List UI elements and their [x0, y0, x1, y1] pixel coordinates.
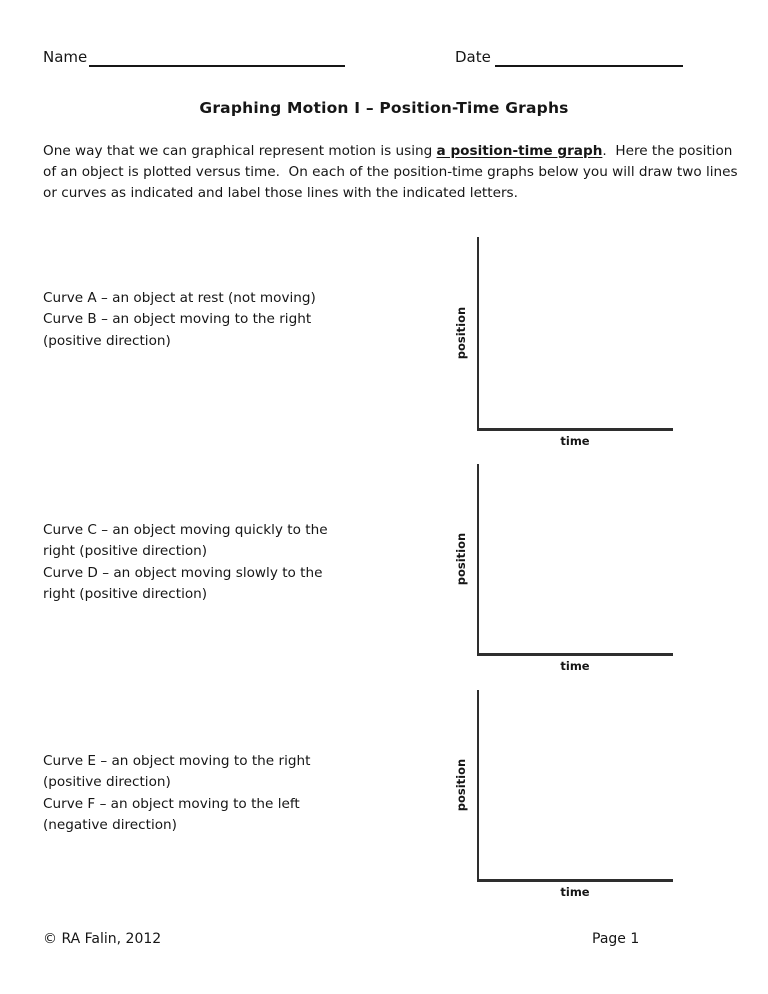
intro-emphasis: a position-time graph — [436, 143, 603, 159]
intro-text-before: One way that we can graphical represent motion is using — [43, 143, 437, 159]
name-label: Name — [43, 48, 88, 66]
curve-description-line: Curve E – an object moving to the right — [43, 753, 311, 769]
footer-copyright: © RA Falin, 2012 — [43, 931, 162, 947]
curve-description-line: Curve A – an object at rest (not moving) — [43, 290, 316, 306]
y-axis-label: position — [454, 758, 468, 812]
curve-description-cd — [43, 520, 443, 605]
x-axis-line — [477, 653, 673, 656]
date-blank-line — [495, 49, 683, 67]
position-time-graph-2 — [454, 464, 673, 673]
curve-description-ab — [43, 288, 443, 352]
intro-paragraph — [43, 141, 741, 204]
x-axis-label: time — [560, 659, 590, 673]
x-axis-line — [477, 428, 673, 431]
curve-description-line: Curve B – an object moving to the right — [43, 311, 312, 328]
page-title: Graphing Motion I – Position-Time Graphs — [199, 99, 569, 117]
x-axis-line — [477, 879, 673, 882]
x-axis-label: time — [560, 434, 590, 448]
x-axis-label: time — [560, 885, 590, 899]
y-axis-label: position — [454, 306, 468, 360]
position-time-graph-3 — [454, 690, 673, 899]
position-time-graph-1 — [454, 237, 673, 448]
date-label: Date — [455, 48, 491, 66]
curve-description-line: (negative direction) — [43, 816, 177, 833]
curve-description-line: right (positive direction) — [43, 585, 208, 602]
y-axis-line — [477, 237, 479, 431]
intro-text-after: . Here the position of an object is plotted versus time. On each of the position-time graphs below you will draw two lines or curves as indicated and label those lines with the indicated letters. — [43, 143, 742, 201]
curve-description-line: Curve C – an object moving quickly to the — [43, 522, 328, 538]
curve-description-line: Curve F – an object moving to the left — [43, 795, 300, 812]
curve-description-ef — [43, 751, 443, 836]
y-axis-line — [477, 464, 479, 656]
curve-description-line: (positive direction) — [43, 774, 171, 791]
name-blank-line — [89, 49, 345, 67]
y-axis-label: position — [454, 532, 468, 586]
y-axis-line — [477, 690, 479, 882]
curve-description-line: Curve D – an object moving slowly to the — [43, 564, 323, 581]
footer-page-number: Page 1 — [592, 931, 640, 947]
curve-description-line: (positive direction) — [43, 332, 171, 349]
curve-description-line: right (positive direction) — [43, 543, 208, 560]
